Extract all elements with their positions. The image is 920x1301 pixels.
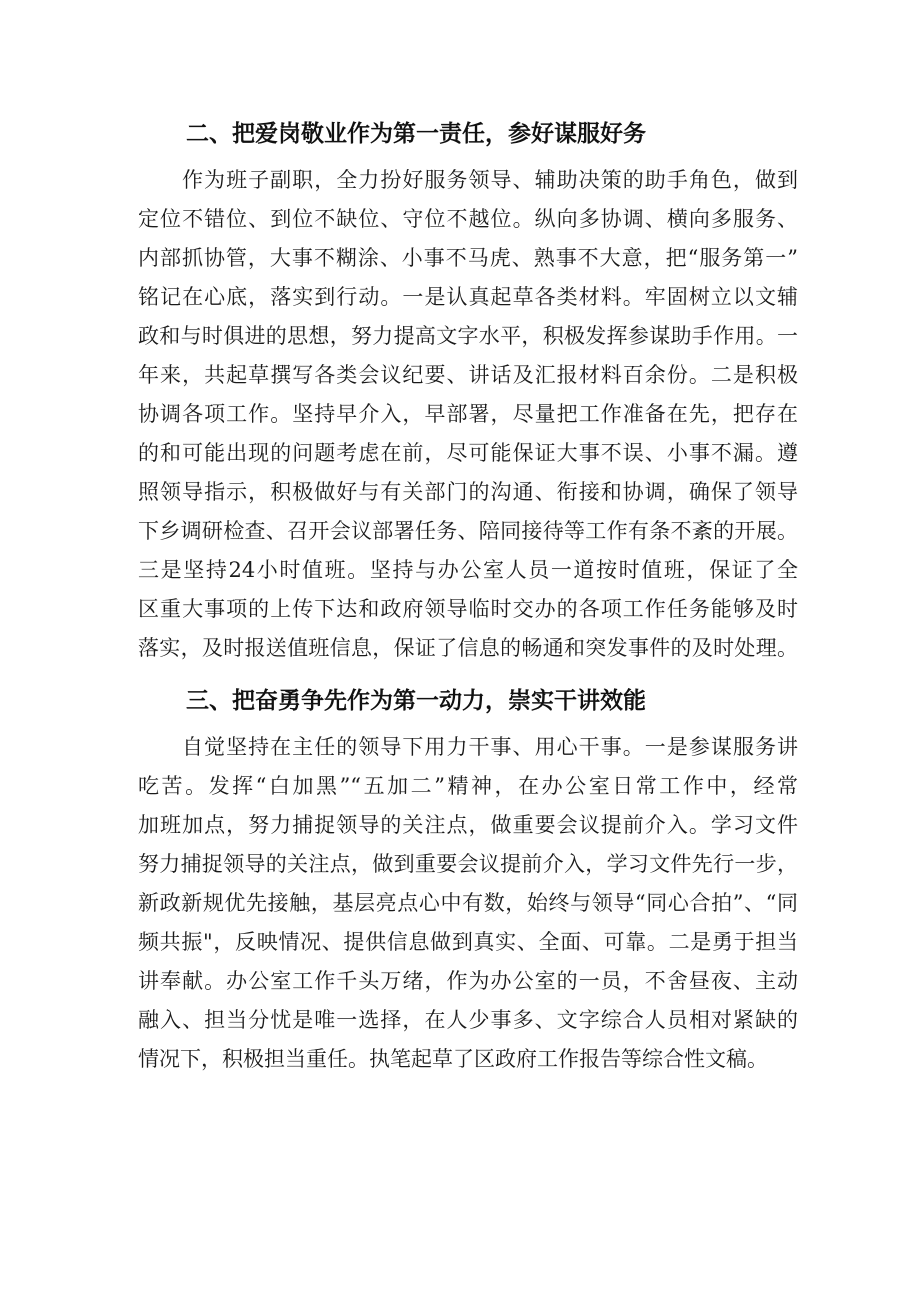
section-2-line-13: 落实，及时报送值班信息，保证了信息的畅通和突发事件的及时处理。 [138, 636, 798, 660]
section-2-line-10: 下乡调研检查、召开会议部署任务、陪同接待等工作有条不紊的开展。 [138, 519, 798, 543]
section-2-line-5: 政和与时俱进的思想，努力提高文字水平，积极发挥参谋助手作用。一 [138, 324, 798, 348]
section-2-line-9: 照领导指示，积极做好与有关部门的沟通、衔接和协调，确保了领导 [138, 480, 798, 504]
section-2-line-7: 协调各项工作。坚持早介入，早部署，尽量把工作准备在先，把存在 [138, 402, 798, 426]
section-2-line-11: 三是坚持24小时值班。坚持与办公室人员一道按时值班，保证了全 [138, 558, 798, 582]
section-2-line-4: 铭记在心底，落实到行动。一是认真起草各类材料。牢固树立以文辅 [138, 285, 798, 309]
section-2-line-1: 作为班子副职，全力扮好服务领导、辅助决策的助手角色，做到 [182, 168, 798, 192]
section-3-line-5: 新政新规优先接触，基层亮点心中有数，始终与领导“同心合拍”、“同 [138, 891, 798, 915]
section-3-line-3: 加班加点，努力捕捉领导的关注点，做重要会议提前介入。学习文件 [138, 813, 798, 837]
section-2-line-8: 的和可能出现的问题考虑在前，尽可能保证大事不误、小事不漏。遵 [138, 441, 798, 465]
section-3-line-1: 自觉坚持在主任的领导下用力干事、用心干事。一是参谋服务讲 [182, 735, 798, 759]
section-2-heading: 二、把爱岗敬业作为第一责任，参好谋服好务 [186, 121, 646, 147]
section-3-heading: 三、把奋勇争先作为第一动力，崇实干讲效能 [186, 688, 646, 714]
section-2-line-6: 年来，共起草撰写各类会议纪要、讲话及汇报材料百余份。二是积极 [138, 363, 798, 387]
section-2-line-12: 区重大事项的上传下达和政府领导临时交办的各项工作任务能够及时 [138, 597, 798, 621]
section-2-line-3: 内部抓协管，大事不糊涂、小事不马虎、熟事不大意，把“服务第一” [138, 246, 798, 270]
section-3-line-2: 吃苦。发挥“白加黑”“五加二”精神，在办公室日常工作中，经常 [138, 774, 798, 798]
section-3-line-9: 情况下，积极担当重任。执笔起草了区政府工作报告等综合性文稿。 [138, 1047, 768, 1071]
section-3-line-6: 频共振"，反映情况、提供信息做到真实、全面、可靠。二是勇于担当 [138, 930, 798, 954]
section-3-line-4: 努力捕捉领导的关注点，做到重要会议提前介入，学习文件先行一步， [138, 852, 798, 876]
section-3-line-8: 融入、担当分忧是唯一选择，在人少事多、文字综合人员相对紧缺的 [138, 1008, 798, 1032]
section-2-line-2: 定位不错位、到位不缺位、守位不越位。纵向多协调、横向多服务、 [138, 207, 798, 231]
section-3-line-7: 讲奉献。办公室工作千头万绪，作为办公室的一员，不舍昼夜、主动 [138, 969, 798, 993]
